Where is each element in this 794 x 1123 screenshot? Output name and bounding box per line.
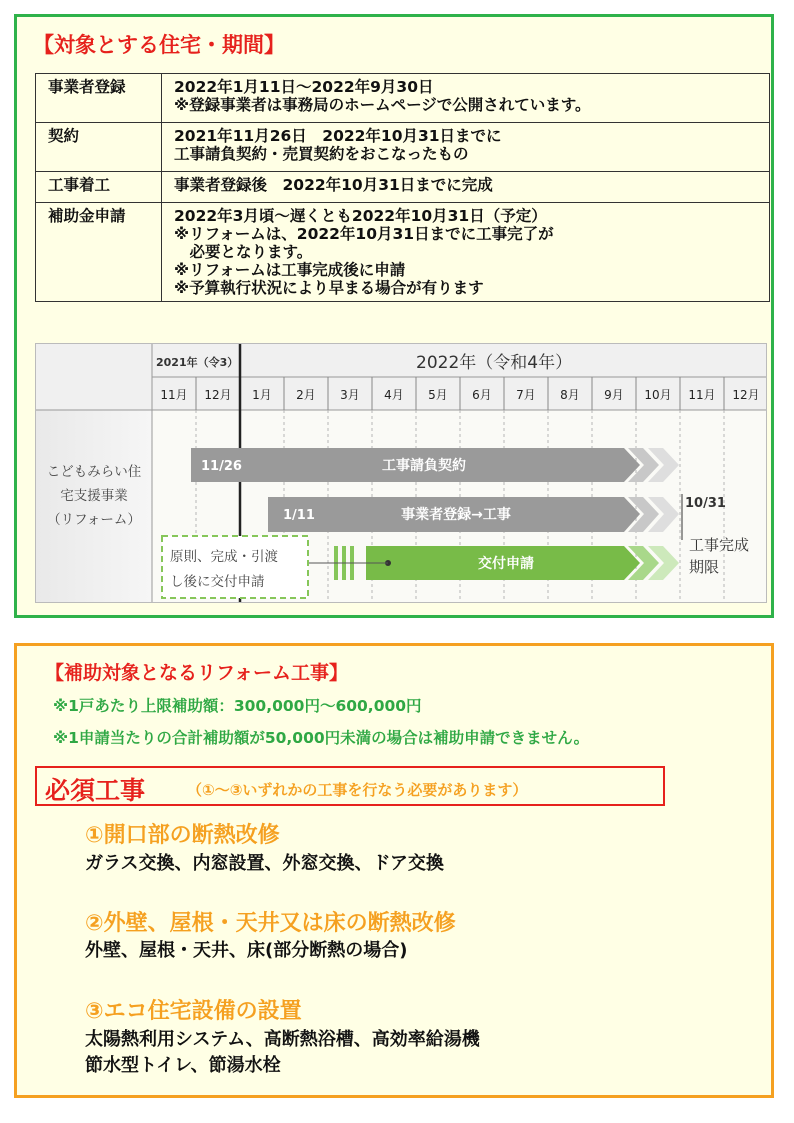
month-label: 2月: [296, 388, 316, 402]
required-label: 必須工事: [45, 776, 146, 805]
year-2022-label: 2022年（令和4年）: [416, 353, 573, 373]
item-body: ガラス交換、内窓設置、外窓交換、ドア交換: [85, 853, 444, 874]
note-line2: し後に交付申請: [170, 574, 265, 590]
month-label: 6月: [472, 388, 492, 402]
row-line: 2021年11月26日 2022年10月31日までに: [174, 127, 502, 145]
month-label: 3月: [340, 388, 360, 402]
month-label: 11月: [688, 388, 716, 402]
row-label-line3: （リフォーム）: [47, 512, 141, 528]
item-heading: ③エコ住宅設備の設置: [85, 999, 302, 1024]
section-title: 【補助対象となるリフォーム工事】: [45, 662, 349, 684]
deadline-date: 10/31: [685, 496, 726, 511]
subsidy-section: [14, 643, 774, 1098]
gantt-label-bg: [36, 410, 152, 602]
year-2021-label: 2021年（令3）: [156, 356, 239, 369]
row-line: 2022年1月11日～2022年9月30日: [174, 78, 434, 96]
row-value: [162, 172, 770, 203]
table-row: [36, 123, 770, 172]
row-label: 契約: [36, 123, 162, 172]
row-label-line2: 宅支援事業: [60, 488, 128, 504]
month-label: 12月: [732, 388, 760, 402]
month-label: 12月: [204, 388, 232, 402]
deadline-text2: 期限: [689, 558, 720, 576]
row-line: 2022年3月頃～遅くとも2022年10月31日（予定）: [174, 207, 547, 225]
month-label: 7月: [516, 388, 536, 402]
table-row: [36, 203, 770, 302]
row-line: ※リフォームは工事完成後に申請: [174, 261, 406, 279]
row-line: 工事請負契約・売買契約をおこなったもの: [174, 145, 469, 163]
item-body: 太陽熱利用システム、高断熱浴槽、高効率給湯機: [85, 1029, 480, 1050]
eligibility-section: [14, 14, 774, 618]
item-heading: ①開口部の断熱改修: [85, 823, 280, 848]
row-line: 事業者登録後 2022年10月31日までに完成: [174, 176, 493, 194]
item-body: 節水型トイレ、節湯水栓: [85, 1055, 281, 1076]
minimum-note: ※1申請当たりの合計補助額が50,000円未満の場合は補助申請できません。: [53, 729, 590, 747]
required-work-box: [35, 766, 665, 806]
bar3-label: 交付申請: [478, 556, 534, 572]
month-label: 8月: [560, 388, 580, 402]
month-label: 4月: [384, 388, 404, 402]
month-label: 10月: [644, 388, 672, 402]
month-label: 1月: [252, 388, 272, 402]
month-label: 9月: [604, 388, 624, 402]
row-value: [162, 203, 770, 302]
bar2-label: 事業者登録→工事: [401, 507, 511, 523]
month-label: 5月: [428, 388, 448, 402]
row-line: ※登録事業者は事務局のホームページで公開されています。: [174, 96, 591, 114]
row-label: 事業者登録: [36, 74, 162, 123]
item-body: 外壁、屋根・天井、床(部分断熱の場合): [85, 940, 408, 961]
deadline-text1: 工事完成: [689, 536, 750, 554]
table-row: [36, 74, 770, 123]
eligibility-table: [35, 73, 770, 302]
month-label: 11月: [160, 388, 188, 402]
row-label: 工事着工: [36, 172, 162, 203]
row-line: ※予算執行状況により早まる場合が有ります: [174, 279, 484, 297]
row-line: 必要となります。: [174, 243, 313, 261]
bar1-start: 11/26: [201, 459, 242, 474]
table-row: [36, 172, 770, 203]
row-line: ※リフォームは、2022年10月31日までに工事完了が: [174, 225, 554, 243]
cap-note: ※1戸あたり上限補助額：300,000円～600,000円: [53, 697, 422, 715]
row-label: 補助金申請: [36, 203, 162, 302]
bar2-start: 1/11: [283, 508, 315, 523]
bar1-label: 工事請負契約: [382, 458, 466, 474]
item-heading: ②外壁、屋根・天井又は床の断熱改修: [85, 911, 456, 936]
note-line1: 原則、完成・引渡: [170, 549, 278, 565]
row-value: [162, 123, 770, 172]
row-value: [162, 74, 770, 123]
required-sub: （①～③いずれかの工事を行なう必要があります）: [187, 781, 528, 799]
schedule-gantt: [35, 343, 767, 603]
section-title: 【対象とする住宅・期間】: [33, 33, 285, 57]
row-label-line1: こどもみらい住: [46, 464, 142, 480]
